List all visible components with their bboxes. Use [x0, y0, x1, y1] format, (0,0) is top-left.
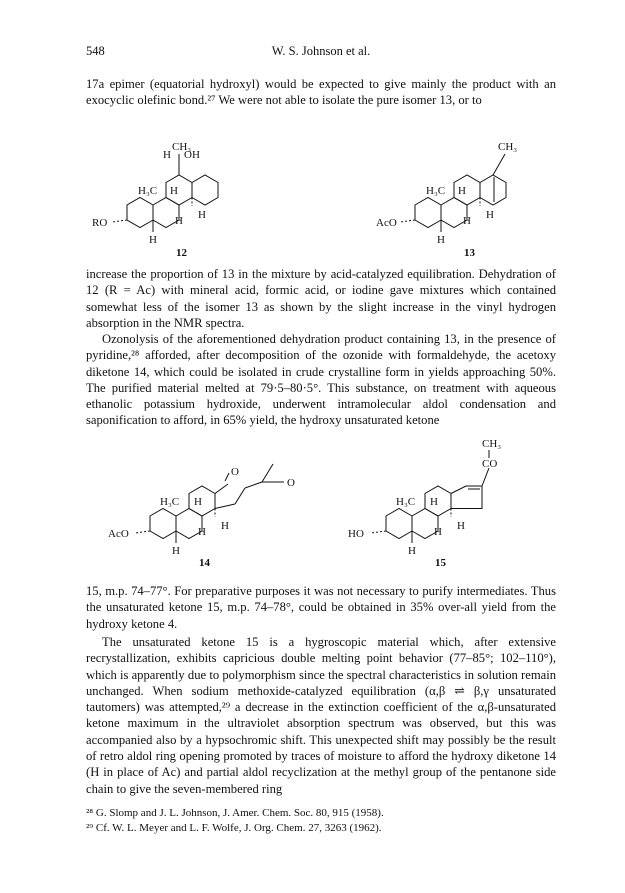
running-header	[86, 44, 556, 60]
ring-c-15	[425, 486, 451, 516]
s14-compound-label: 14	[199, 557, 210, 569]
structure-12-labels	[92, 141, 206, 259]
s14-aco-label: AcO	[108, 528, 129, 540]
s15-co-label: CO	[482, 458, 498, 470]
s15-compound-label: 15	[435, 557, 446, 569]
s13-h3c-label: H₃C	[426, 185, 446, 197]
s12-h-top: H	[163, 149, 171, 161]
s13-ch3-label: CH₃	[498, 141, 518, 153]
s13-h-b: H	[458, 185, 466, 197]
s12-ch3-label: CH₃	[172, 141, 192, 153]
s12-oh-label: OH	[184, 149, 200, 161]
s13-h-d: H	[486, 209, 494, 221]
paragraph-1: 17a epimer (equatorial hydroxyl) would be expected to give mainly the product with an exocyclic olefinic bond.²⁷ We were not able to isolate the pure isomer 13, or to	[86, 77, 556, 108]
s14-chain-ketone-o: O	[287, 477, 295, 489]
s15-h-low: H	[408, 545, 416, 557]
s13-h-c: H	[463, 215, 471, 227]
s14-h-low: H	[172, 545, 180, 557]
s14-h-b: H	[194, 496, 202, 508]
s12-compound-label: 12	[176, 247, 187, 259]
s12-h3c-label: H₃C	[138, 185, 158, 197]
s14-h3c-label: H₃C	[160, 496, 180, 508]
s12-h-d: H	[198, 209, 206, 221]
s13-h-low: H	[437, 234, 445, 246]
s13-compound-label: 13	[464, 247, 475, 259]
footnote-29: ²⁹ Cf. W. L. Meyer and L. F. Wolfe, J. Org. Chem. 27, 3263 (1962).	[86, 822, 382, 834]
s15-h-c: H	[434, 526, 442, 538]
ring-a-13	[415, 198, 441, 228]
s15-ch3-label: CH₃	[482, 438, 502, 450]
structures-14-15-figure	[0, 434, 625, 574]
ring-a-14	[150, 509, 176, 539]
structure-14	[135, 464, 284, 543]
page-number: 548	[86, 44, 105, 58]
footnote-28: ²⁸ G. Slomp and J. L. Johnson, J. Amer. Chem. Soc. 80, 915 (1958).	[86, 807, 384, 819]
paragraph-3: Ozonolysis of the aforementioned dehydration product containing 13, in the presence of pyridine,²⁸ afforded, after decomposition of the ozonide with formaldehyde, the acetoxy diketone 14, which could be isolated in crude crystalline form in yields approaching 50%. The purified material melted at 79·5–80·5°. This substance, on treatment with aqueous ethanolic potassium hydroxide, underwent intramolecular aldol condensation and saponification to afford, in 65% yield, the hydroxy unsaturated ketone	[86, 332, 556, 428]
s15-ho-label: HO	[348, 528, 364, 540]
s12-ro-label: RO	[92, 217, 108, 229]
ring-d-13	[480, 175, 506, 205]
s12-h-b: H	[170, 185, 178, 197]
structure-13-labels	[376, 141, 517, 259]
s15-h-b: H	[430, 496, 438, 508]
s14-h-c: H	[198, 526, 206, 538]
s13-aco-label: AcO	[376, 217, 397, 229]
paragraph-2: increase the proportion of 13 in the mixture by acid-catalyzed equilibration. Dehydration of 12 (R = Ac) with mineral acid, formic acid, or iodine gave mixtures which contained somewhat less of the isomer 13 as shown by the slight increase in the vinyl hydrogen absorption in the NMR spectra.	[86, 267, 556, 330]
running-head-authors: W. S. Johnson et al.	[271, 44, 371, 58]
paragraph-4: 15, m.p. 74–77°. For preparative purposes it was not necessary to purify intermediates. Thus the unsaturated ketone 15, m.p. 74–78°, could be obtained in 35% over-all yield from the hydroxy ketone 4.	[86, 584, 556, 631]
s14-h-d: H	[221, 520, 229, 532]
s14-ring-ketone-o: O	[231, 466, 239, 478]
paragraph-5: The unsaturated ketone 15 is a hygroscopic material which, after extensive recrystallization, exhibits capricious double melting point behavior (77–85°; 102–110°), which is apparently due to polymorphism since the spectral characteristics in solution remain unchanged. When sodium methoxide-catalyzed equilibration (α,β ⇌ β,γ unsaturated tautomers) was attempted,²⁹ a decrease in the extinction coefficient of the α,β-unsaturated ketone maximum in the ultraviolet absorption spectrum was observed, but this was accompanied also by a hypsochromic shift. This unexpected shift may possibly be the result of retro aldol ring opening promoted by traces of moisture to afford the hydroxy diketone 14 (H in place of Ac) and partial aldol recyclization at the methyl group of the pentanone side chain to give the seven-membered ring	[86, 635, 556, 796]
s15-h3c-label: H₃C	[396, 496, 416, 508]
ring-c-14	[189, 486, 215, 516]
ring-a-12	[127, 198, 153, 228]
s15-h-d: H	[457, 520, 465, 532]
s12-h-low: H	[149, 234, 157, 246]
ring-a-15	[386, 509, 412, 539]
ring-d-12	[192, 175, 218, 205]
s12-h-c: H	[175, 215, 183, 227]
structures-12-13-figure	[0, 110, 625, 270]
